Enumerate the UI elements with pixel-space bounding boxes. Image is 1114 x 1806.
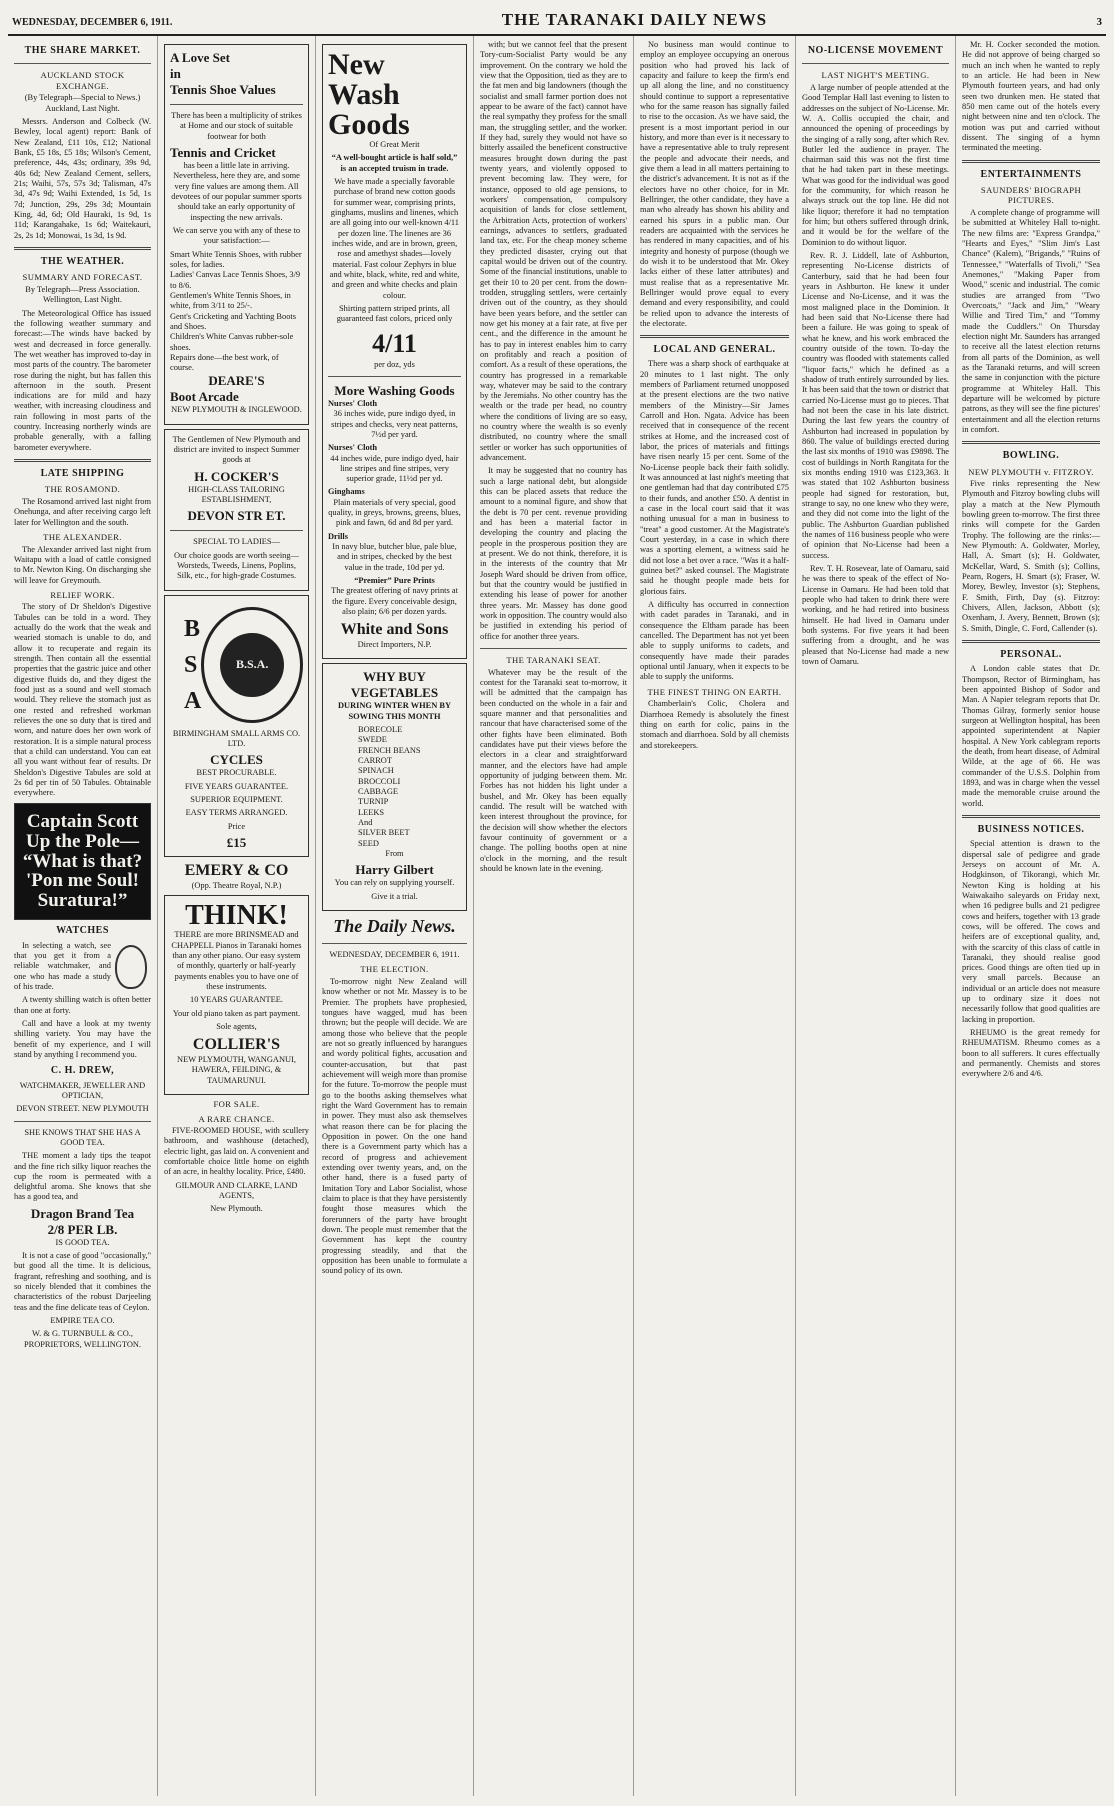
scott-line: Suratura!” bbox=[37, 890, 128, 912]
divider bbox=[170, 530, 303, 531]
columns bbox=[8, 36, 1106, 1796]
bsa-line: SUPERIOR EQUIPMENT. bbox=[190, 795, 283, 804]
finest-title: THE FINEST THING ON EARTH. bbox=[647, 686, 782, 697]
white-and-sons: White and Sons bbox=[340, 621, 449, 639]
wash-text-2: Shirting pattern striped prints, all guaranteed fast colors, priced only bbox=[336, 303, 453, 324]
share-exchange-sub: AUCKLAND STOCK EXCHANGE. bbox=[40, 70, 125, 91]
bsa-letters bbox=[170, 611, 201, 719]
list-item: CARROT bbox=[358, 756, 392, 766]
more-washing-title: More Washing Goods bbox=[334, 382, 455, 398]
veg-try: Give it a trial. bbox=[371, 891, 418, 901]
divider bbox=[962, 441, 1100, 444]
wash-head-line: Wash bbox=[328, 78, 400, 111]
no-license-text-3: Rev. T. H. Rosevear, late of Oamaru, said he was there to speak of the effect of No-License in Oamaru. He had been told that people who had taken to drink there were working, and he had retired into business himself. He had lived in Oamaru under both systems. For five years it had been suffering from a drought, and he was pleased that No-License had made a new town of Oamaru. bbox=[802, 563, 949, 666]
bsa-logo-icon bbox=[201, 607, 303, 723]
drew-title: WATCHMAKER, JEWELLER AND OPTICIAN, bbox=[19, 1080, 146, 1100]
entertainments-text: A complete change of programme will be submitted at Whiteley Hall to-night. The new films are: "Express Grandpa," "Hearts and Eyes," "Slim Jim's Last Chance" (Kalem), "Brigands," "Ruins of Tennessee," "Waterfalls of Tivoli," "Sea Anemones," "Making Paper from Wood," scenic and industrial. The comic studies are arranged from "Two Overcoats," "Jack and Jim," "Weary Willie and Tired Tim," and "Tommy made the Cuddlers." On Thursday election night Mr. Saunders has arranged to receive all the latest election returns from all parts of the Dominion, as well as the Taranaki returns, and will screen the same in conjunction with the picture programme at Whiteley Hall. This departure will be welcomed by picture patrons, as they will see the fine pictures' entertainment and all the election returns in comfort. bbox=[962, 208, 1100, 434]
bsa-letter: A bbox=[184, 687, 202, 714]
tea-brand: Dragon Brand Tea bbox=[30, 1205, 135, 1221]
business-notices-title: BUSINESS NOTICES. bbox=[977, 823, 1085, 835]
sale-text: FIVE-ROOMED HOUSE, with scullery bathroom, and washhouse (detached), electric light, gas laid on. A convenient and comfortable choice little home on eighth of an acre, in healthy locality. Price, £480. bbox=[164, 1126, 309, 1177]
weather-sub: SUMMARY AND FORECAST. bbox=[22, 272, 143, 283]
local-text: There was a sharp shock of earthquake at 20 minutes to 1 last night. The only members of Parliament returned unopposed at the present elections are the two native members of the Ministry—Sir James Carroll and Hon. Ngata. Advice has been received that in consequence of the recent strikes at Home, and the increased cost of labor, the prices of materials and fittings have risen nearly 15 per cent. Some of the No-License people back their faith solidly. It was announced at last night's meeting that one gentleman had that day contributed £75 to their funds, and another £50. A dentist in a case in the local court said that it was nothing unusual for a man in business to "treat" a good customer. At the Magistrate's Court yesterday, in a case in which there was a sporting element, a witness said he did not lose a bet over a race. "Was it a half-guinea bet?" asked counsel. The Magistrate said he thought people made bets for glorious fairs. bbox=[640, 359, 789, 596]
veg-sub: DURING WINTER WHEN BY SOWING THIS MONTH bbox=[337, 701, 451, 721]
ginghams-text: Plain materials of very special, good quality, in greys, browns, greens, blues, pink and fawn, 6d and 8d per yard. bbox=[328, 497, 461, 528]
sale-sub: A RARE CHANCE. bbox=[198, 1113, 275, 1124]
bsa-advert bbox=[164, 595, 309, 857]
bsa-line: EASY TERMS ARRANGED. bbox=[185, 808, 288, 818]
list-item: Children's White Canvas rubber-sole shoes. bbox=[170, 332, 294, 352]
list-item: Smart White Tennis Shoes, with rubber soles, for ladies. bbox=[170, 249, 302, 269]
nurses-cloth-1-text: 36 inches wide, pure indigo dyed, in stripes and checks, very neat patterns, 7½d per yard. bbox=[331, 409, 458, 439]
tea-intro-2: THE moment a lady tips the teapot and the fine rich silky liquor reaches the cup the room is permeated with a delightful aroma. She knows that she has a good tea, and bbox=[14, 1151, 151, 1202]
entertainments-sub: SAUNDERS' BIOGRAPH PICTURES. bbox=[980, 184, 1082, 206]
no-license-text-2: Rev. R. J. Liddell, late of Ashburton, representing No-License districts of Canterbury, said that he had been four years in Ashburton. He knew it under License and No-License, and it was the most maligned place in the Dominion. It had been said that No-License there had been a failure. He was going to speak of what he knew, and his work embraced the country outside of the town. To-day the country was flooded with statements called "liquor facts," which he defined as a shadow of truth entirely surrounded by lies. It has been said that the town or district that carried No-License must go to pieces. That had not been the case in his late district. During the last few years the country of Ashburton had increased in population by 860. The value of buildings erected during the last six months of 1910 was £9898. The cost of buildings in North Rangitata for the six months ending 1910 was £123,363. It was stated that 102 Ashburton business people had signed for restoration, but, strange to say, no one knew who they were, and they did not come into the light of the public. The Ashburton Guardian published the names of 116 business people who were of opinion that No-License had been a success. bbox=[802, 251, 949, 560]
local-general-title: LOCAL AND GENERAL. bbox=[653, 344, 776, 356]
ad-tennis-cricket: Tennis and Cricket bbox=[170, 144, 276, 160]
paper-date: WEDNESDAY, DECEMBER 6, 1911. bbox=[329, 950, 460, 960]
relief-text: The story of Dr Sheldon's Digestive Tabules can be told in a word. They actually do the work that the weak and wearied stomach is unable to do, and allow it to recuperate and regain its strength. Then contain all the essential properties that the gastric juice and other digestive fluids do, and they digest the food just as a sound and well stomach would. They relieve the stomach just as one rested and refreshed workman relieves the one so duty that is tired and worn, and nature does her own work of restoration. It is a simple natural process that a child can understand. You can eat all you want without fear of results. Dr Sheldon's Digestive Tabules are sold at 2s 6d per tin of 50 Tabules. Obtainable everywhere. bbox=[14, 602, 151, 798]
divider bbox=[14, 1121, 151, 1122]
column-5 bbox=[634, 36, 796, 1796]
think-old-piano: Your old piano taken as part payment. bbox=[172, 1008, 301, 1018]
white-and-sons-sub: Direct Importers, N.P. bbox=[357, 640, 432, 650]
bsa-letter: B bbox=[184, 615, 201, 642]
divider bbox=[962, 160, 1100, 163]
watches-title: WATCHES bbox=[56, 925, 109, 937]
divider bbox=[322, 943, 467, 944]
no-license-title: NO-LICENSE MOVEMENT bbox=[807, 45, 944, 56]
list-item: SWEDE bbox=[358, 735, 387, 745]
bowling-text: Five rinks representing the New Plymouth and Fitzroy bowling clubs will play a match at the New Plymouth bowling green to-morrow. The first three rinks will compete for the Garden Trophy. The following are the rinks:—New Plymouth: A. Goldwater, Morley, Hall, A. Smart (s); H. Goldwater, McKellar, Ward, S. Smith (s); Collins, Pearn, Rogers, H. Smart (s); Fraser, W. Morey, Bewley, Investor (s); Stephens, F. Smith, Firth, Day (s). Fitzroy: Chivers, Allen, Jackson, Abbott (s); Oxenham, J. Avery, Bennett, Brown (s); S. Smith, Dingle, C. Ford, Callender (s). bbox=[962, 479, 1100, 633]
scott-advert bbox=[14, 803, 151, 921]
emery-name: EMERY & CO bbox=[184, 861, 289, 879]
sale-agent-2: New Plymouth. bbox=[210, 1204, 263, 1214]
premier-text: The greatest offering of navy prints at the figure. Every conceivable design, also plain; 6/6 per dozen yards. bbox=[331, 586, 458, 617]
think-text: THERE are more BRINSMEAD and CHAPPELL Pianos in Taranaki homes than any other piano. Our easy system of monthly, quarterly or half-yearly payments enables you to have one of these instruments. bbox=[171, 930, 302, 991]
shipping-title: LATE SHIPPING bbox=[40, 468, 125, 480]
wash-quote: “A well-bought article is half sold,” is an accepted truism in trade. bbox=[331, 153, 458, 173]
list-item: FRENCH BEANS bbox=[358, 745, 421, 755]
veg-from: From bbox=[385, 848, 404, 858]
ship1-text: The Rosamond arrived last night from Onehunga, and after receiving cargo left later for Wellington and the south. bbox=[14, 496, 151, 527]
ship2-text: The Alexander arrived last night from Waitapu with a load of cattle consigned to Mr. Newton King. On discharging she will leave for Greymouth. bbox=[14, 544, 151, 585]
cocker-sub: HIGH-CLASS TAILORING ESTABLISHMENT, bbox=[188, 484, 285, 505]
no-license-sub: LAST NIGHT'S MEETING. bbox=[821, 70, 930, 81]
election-continued: with; but we cannot feel that the present Tory-cum-Socialist Party would be any improvement. On the contrary we hold the view that the Opposition, tied as they are to the fat men and big landowners (though the socialist and small farmer portion does not appear to be aware of the fact) cannot have the real sympathy they profess for the small man, the struggling settler, and the worker. If they had, surely they would not have so bitterly assailed the beneficent constructive measures brought down during the past twenty years, and violently opposed to prevent becoming law. They were, for instance, opposed to old age pensions, to workers' compensation, compulsory acquisition of lands for close settlement, the Arbitration Acts, protection of workers' earnings, advances to settlers, graduated land tax, etc. For the cheap money scheme they predicted disaster, crying out that capital would be driven out of the country. Some of the financial institutions, unable to get their 10 to 20 per cent. from the down-trodden, struggling settlers, were certainly driven out of the country, as they should have been years before, and the settler can now get his money at a fair rate, at five per cent., and the difference in the amount he has to pay in interest enables him to carry on profitably and reach a position of comfort. As a result of these operations, the country has progressed in a remarkable way, whatever may be said to the contrary by the Jeremiahs. No other country has the wealth or the trade per head, no country where the conditions of living are so easy, no country where the wealth is so evenly distributed, no country where the small settler or worker has such opportunities of advancement. bbox=[480, 40, 627, 463]
tea-proprietor: EMPIRE TEA CO. bbox=[50, 1316, 115, 1326]
election-title: THE ELECTION. bbox=[360, 964, 429, 975]
page-number: 3 bbox=[1096, 16, 1102, 28]
weather-text: The Meteorological Office has issued the following weather summary and forecast:—The winds have backed by west and decreased in force generally. The wet weather has improved to-day in most parts of the country. The barometer rose during the night, but has fallen this afternoon in the south. Present indications are for mild and hazy weather, with increasing cloudiness and rain following in most parts of the country. Increasing northerly winds are probable generally, with a falling barometer everywhere. bbox=[14, 308, 151, 452]
list-item: TURNIP bbox=[358, 797, 389, 807]
scott-line: “What is that? bbox=[22, 850, 143, 872]
bowling-title: BOWLING. bbox=[1002, 450, 1060, 462]
cocker-advert bbox=[164, 429, 309, 591]
rheumo-text: RHEUMO is the great remedy for RHEUMATISM. Rheumo comes as a boon to all sufferers. It cures effectually and permanently. Chemists and stores everywhere 2/6 and 4/6. bbox=[962, 1028, 1100, 1079]
list-item: CABBAGE bbox=[358, 787, 399, 797]
ad-head-line: A Love Set bbox=[170, 50, 230, 65]
premier-prints: “Premier” Pure Prints bbox=[354, 576, 435, 586]
divider bbox=[170, 104, 303, 105]
masthead bbox=[8, 0, 1106, 36]
column-4 bbox=[474, 36, 634, 1796]
nurses-cloth-2: Nurses' Cloth bbox=[328, 443, 378, 453]
bsa-letter: S bbox=[184, 651, 198, 678]
drills-text: In navy blue, butcher blue, pale blue, and in stripes, checked by the best value in the trade, 10d per yd. bbox=[332, 542, 457, 572]
sale-agent: GILMOUR AND CLARKE, LAND AGENTS, bbox=[175, 1180, 298, 1201]
cocker-intro: The Gentlemen of New Plymouth and district are invited to inspect Summer goods at bbox=[172, 434, 301, 465]
tennis-advert bbox=[164, 44, 309, 425]
watches-text: In selecting a watch, see that you get it from a reliable watchmaker, and one who has made a study of his trade. bbox=[14, 940, 111, 991]
veg-list bbox=[328, 725, 461, 849]
relief-title: RELIEF WORK. bbox=[50, 589, 115, 600]
divider bbox=[480, 648, 627, 649]
piano-advert bbox=[164, 895, 309, 1095]
weather-byline: By Telegraph—Press Association. Wellington, Last Night. bbox=[25, 284, 140, 305]
ship2-name: THE ALEXANDER. bbox=[43, 531, 122, 542]
bsa-price: £15 bbox=[226, 834, 247, 850]
ginghams: Ginghams bbox=[328, 487, 365, 497]
bsa-line: FIVE YEARS GUARANTEE. bbox=[184, 781, 289, 791]
tea-good: IS GOOD TEA. bbox=[55, 1237, 110, 1247]
masthead-title: THE TARANAKI DAILY NEWS bbox=[501, 10, 768, 29]
divider bbox=[802, 63, 949, 64]
bsa-price-label: Price bbox=[227, 821, 246, 831]
divider bbox=[640, 335, 789, 338]
ad-text: There has been a multiplicity of strikes at Home and our stock of suitable footwear for both bbox=[171, 110, 302, 141]
divider bbox=[14, 459, 151, 462]
nurses-cloth-1: Nurses' Cloth bbox=[328, 398, 378, 408]
paper-name: The Daily News. bbox=[333, 915, 456, 936]
scott-line: Captain Scott bbox=[26, 810, 139, 832]
watches-text-3: Call and have a look at my twenty shilling variety. You may have the benefit of my experience, and I will stand by anything I recommend you. bbox=[14, 1018, 151, 1059]
ad-head-line: Tennis Shoe Values bbox=[170, 81, 276, 97]
nurses-cloth-2-text: 44 inches wide, pure indigo dyed, hair line stripes and fine stripes, very superior grade, 11½d per yd. bbox=[330, 453, 459, 484]
veg-seller: Harry Gilbert bbox=[355, 862, 434, 878]
wash-head-line: Goods bbox=[328, 108, 410, 141]
list-item: LEEKS bbox=[358, 807, 385, 817]
drills: Drills bbox=[328, 531, 349, 541]
list-item: Repairs done—the best work, of course. bbox=[170, 352, 279, 373]
entertainments-title: ENTERTAINMENTS bbox=[980, 168, 1082, 180]
divider bbox=[14, 63, 151, 64]
column-6 bbox=[796, 36, 956, 1796]
election-continued-2: It may be suggested that no country has such a large national debt, but alongside this can be placed assets that reduce the amount to a nominal figure, and show that the debt is 70 per cent. revenue providing and has been a material factor in developing the country and placing the people in the prosperous position they are at present. We do not think, therefore, it is in the interests of the country that Mr Joseph Ward should be driven from office, but that the country would be justified in extending his lease of power for another three years. Mr. Massey has done good work in opposition. The country would also be justified in extending his period of office for another three years. bbox=[480, 466, 627, 641]
list-item: And bbox=[358, 818, 373, 827]
ad-head-line: in bbox=[170, 65, 181, 81]
list-item: SEED bbox=[358, 838, 379, 848]
vegetables-advert bbox=[322, 663, 467, 911]
share-market-title: THE SHARE MARKET. bbox=[24, 45, 141, 56]
bowling-sub: NEW PLYMOUTH v. FITZROY. bbox=[968, 466, 1094, 477]
list-item: Gent's Cricketing and Yachting Boots and Shoes. bbox=[170, 311, 296, 331]
local-text-2: A difficulty has occurred in connection with cadet parades in Taranaki, and in consequence the Eltham parade has been cancelled. The Department has not yet been able to supply uniforms to cadets, and consequently have made their parades optional until January, when it expects to be able to supply the uniforms. bbox=[640, 600, 789, 682]
divider bbox=[962, 815, 1100, 818]
veg-text: You can rely on supplying yourself. bbox=[334, 878, 455, 888]
collier-address: NEW PLYMOUTH, WANGANUI, HAWERA, FEILDING, & TAUMARUNUI. bbox=[177, 1054, 296, 1085]
bsa-badge-text: BIRMINGHAM SMALL ARMS CO. LTD. bbox=[172, 728, 301, 749]
wash-price-unit: per doz, yds bbox=[374, 359, 415, 369]
ship1-name: THE ROSAMOND. bbox=[44, 484, 121, 495]
business-notices-text: Special attention is drawn to the dispersal sale of pedigree and grade Jerseys on account of Mr. A. Hodgkinson, of Tikorangi, which Mr. Newton King is holding at his Waiwakaiho saleyards on Friday next, when 16 pedigree bulls and 21 pedigree cows and heifers, together with 13 grade cows, will be offered. The cows and heifers are of exceptional quality, and, with the scarcity of this class of cattle in Taranaki, they should realise good prices. Good things are often tied up in very small parcels. Because an individual or an article does not measure up to ordinary size it does not necessarily follow that good qualities are lacking in proportion. bbox=[962, 839, 1100, 1024]
list-item: BROCCOLI bbox=[358, 776, 401, 786]
seat-continued: No business man would continue to employ an employee occupying an onerous position who had proved his lack of capacity and failure to keep the firm's end up all along the line, and no constituency should continue to support a representative who for the same reason has signally failed to rise to the occasion. As we have said, the present is a most important period in our history, and more than ever is it necessary to have a representative able to truly represent the people and advocate their needs, and give them a lead in all matters pertaining to the district's advancement. It is not as if the electors have no other choice, for in Mr. Bellringer, the other candidate, they have a man who already has shown his ability and earned his spurs in a public man. Our readers are acquainted with the services he has rendered in many capacities, and of his integrity and honesty of purpose (though we do wish it to be understood that Mr. Okey lacks either of these latter attributes) and must realise that as a representative Mr. Bellringer would prove equal to every demand and every responsibility, and could be relied upon to advance the interests of the electorate. bbox=[640, 40, 789, 328]
collier-name: COLLIER'S bbox=[192, 1036, 281, 1054]
think-guarantee: 10 YEARS GUARANTEE. bbox=[190, 995, 283, 1005]
scott-line: 'Pon me Soul! bbox=[26, 870, 139, 892]
column-7 bbox=[956, 36, 1106, 1796]
divider bbox=[962, 640, 1100, 643]
list-item: Ladies' Canvas Lace Tennis Shoes, 3/9 to 8/6. bbox=[170, 270, 301, 290]
share-report: Messrs. Anderson and Colbeck (W. Bewley, local agent) report: Bank of New Zealand, £11 10s, £12; National Bank, £5 18s, £5 18s; Wilson's Cement, preference, 44s, 43s; ordinary, 39s 9d, 40s 6d; New Zealand Cement, sellers, 21s; Waihi, 57s, 57s 3d; Talisman, 47s 3d, 47s 9d; Waihi Extended, 1s 5d, 1s 7d; Junction, 29s, 29s 3d; Mountain King, 4d, 6d; Old Hauraki, 1s 9d, 1s 11d; Karangahake, 1s 6d; Waitekauri, 2s, 2s 1d; Monowai, 1s 3d, 1s 9d. bbox=[14, 117, 151, 240]
seat-title: THE TARANAKI SEAT. bbox=[506, 655, 601, 666]
shoe-list bbox=[170, 250, 303, 374]
drew-address: DEVON STREET. NEW PLYMOUTH bbox=[16, 1104, 149, 1114]
think-heading: THINK! bbox=[185, 899, 288, 931]
veg-title: WHY BUY VEGETABLES bbox=[350, 669, 439, 701]
personal-text: A London cable states that Dr. Thompson, Rector of Birmingham, has been appointed Bishop of Sodor and Man. A Napier telegram reports that Dr. Thomas Gilray, formerly senior house surgeon at Wellington hospital, has been appointed superintendent at Napier hospital. A New York cablegram reports the death, from heart disease, of Admiral Wilde, at the age of 66. He was commander of the U.S.S. Dolphin from 1893, and was in charge when the vessel made the memorable cruise around the world. bbox=[962, 664, 1100, 808]
wash-head-line: New bbox=[328, 48, 385, 81]
pocket-watch-icon bbox=[115, 945, 147, 989]
ladies-text: Our choice goods are worth seeing—Worsteds, Tweeds, Linens, Poplins, Silk, etc., for high-grade Costumes. bbox=[174, 550, 299, 581]
no-license-continued: Mr. H. Cocker seconded the motion. He did not approve of being charged so much an inch when he wanted to reply to an article. He had been in New Plymouth fourteen years, and had only seen two drunken men. He stated that 850 men came out of the hotels every night between nine and ten o'clock. The motion was put and carried without dissent. The singing of a hymn terminated the meeting. bbox=[962, 40, 1100, 153]
personal-title: PERSONAL. bbox=[1000, 649, 1062, 661]
finest-text: Chamberlain's Colic, Cholera and Diarrhoea Remedy is absolutely the finest thing on earth for colic, pains in the stomach and diarrhoea. Sold by all chemists and storekeepers. bbox=[640, 699, 789, 750]
drew-name: C. H. DREW, bbox=[50, 1065, 115, 1077]
column-1 bbox=[8, 36, 158, 1796]
tea-intro: SHE KNOWS THAT SHE HAS A GOOD TEA. bbox=[24, 1127, 141, 1147]
column-2 bbox=[158, 36, 316, 1796]
seat-text: Whatever may be the result of the contest for the Taranaki seat to-morrow, it will be admitted that the campaign has been conducted on the whole in a fair and square manner and that personalities and rancour that have characterised some of the other fights have been eliminated. Both candidates have put their views before the electors in a clear and straightforward manner, and the electors have had ample opportunity of judging between them. Mr. Forbes has not hidden his light under a bushel, and Mr. Okey has been equally candid. The result will be watched with keen interest throughout the province, for the decision will show whether the electors favour continuity of government or a change. The polling booths open at nine o'clock in the morning, and the result should be known late in the evening. bbox=[480, 667, 627, 873]
share-byline: (By Telegraph—Special to News.) Auckland, Last Night. bbox=[24, 93, 141, 113]
wash-text: We have made a specially favorable purchase of brand new cotton goods for summer wear, comprising prints, ginghams, muslins and linenes, which are all going into our well-known 4/11 per dozen line. The linenes are 36 inches wide, and are in brown, green, rose and amethyst shades—lovely material. Fast colour Zephyrs in blue and white, black, white, red and white, and green and white checks and plain colour. bbox=[329, 176, 460, 300]
wash-goods-advert bbox=[322, 44, 467, 659]
ad-text: We can serve you with any of these to your satisfaction:— bbox=[172, 225, 301, 246]
tea-proprietor-2: W. & G. TURNBULL & CO., PROPRIETORS, WELLINGTON. bbox=[23, 1329, 142, 1349]
list-item: SPINACH bbox=[358, 766, 394, 776]
deare-address: NEW PLYMOUTH & INGLEWOOD. bbox=[171, 405, 302, 415]
divider bbox=[328, 376, 461, 377]
deare-sub: Boot Arcade bbox=[170, 389, 239, 405]
list-item: SILVER BEET bbox=[358, 828, 410, 838]
wash-price: 4/11 bbox=[372, 328, 417, 358]
wash-side: Of Great Merit bbox=[369, 140, 420, 149]
emery-sub: (Opp. Theatre Royal, N.P.) bbox=[191, 880, 282, 890]
column-3 bbox=[316, 36, 474, 1796]
scott-line: Up the Pole— bbox=[26, 830, 139, 852]
sale-title: FOR SALE. bbox=[213, 1098, 260, 1109]
tea-price: 2/8 PER LB. bbox=[47, 1221, 118, 1237]
ladies-title: SPECIAL TO LADIES— bbox=[193, 537, 280, 547]
election-text: To-morrow night New Zealand will know whether or not Mr. Massey is to be Premier. The prophets have prophesied, tongues have wagged, mud has been thrown; but the people will decide. We are among those who believe that the people are not so greatly influenced by harangues and wordy political fights, accusation and counter-accusation, but that past achievement will weigh more than promise for the future. To-morrow the people must go to the booths asking themselves what right the Ward Government has to remain in power. They must also ask themselves what reason there can be for placing the Opposition in power. On the one hand there is a Government party which has a record of progress and achievement extending over twenty years, and, on the other hand, there is a fused party of Imitation Tory and Labor Socialist, whose claim to place is that they have persistently fought those measures which the forerunners of the party have brought down. The people must remember that the Government has kept the country progressing steadily, and that the opposition has been unable to formulate a sound policy of its own. bbox=[322, 976, 467, 1276]
tea-text: It is not a case of good "occasionally," but good all the time. It is delicious, fragrant, refreshing and soothing, and is so nicely blended that it combines the characteristics of the robust Darjeeling teas and the fine delicate teas of Ceylon. bbox=[14, 1251, 151, 1312]
divider bbox=[14, 247, 151, 250]
list-item: Gentlemen's White Tennis Shoes, in white, from 3/11 to 25/-. bbox=[170, 290, 291, 311]
ad-text: has been a little late in arriving. Nevertheless, here they are, and some very fine values are among them. All devotees of our popular summer sports should take an early opportunity of inspecting the new arrivals. bbox=[171, 160, 302, 222]
masthead-date: WEDNESDAY, DECEMBER 6, 1911. bbox=[12, 17, 173, 28]
think-agents: Sole agents, bbox=[216, 1021, 257, 1031]
bsa-logo-inner: B.S.A. bbox=[220, 633, 284, 697]
watches-text-2: A twenty shilling watch is often better than one at forty. bbox=[14, 995, 151, 1015]
deare-name: DEARE'S bbox=[208, 373, 265, 389]
no-license-text: A large number of people attended at the Good Templar Hall last evening to listen to addresses on the subject of No-License. Mr. W. A. Collis occupied the chair, and announced the opening of proceedings by the singing of a rally song, after which Rev. Butler led the audience in prayer. The chairman said this was not the first time that he had taken part in these meetings. What was good for the individual was good for the community, for which reason he always struck out the top line. He did not like liquor; therefore it had no temptation for him; but others suffered through drink, and it would be for the welfare of the Dominion to do without liquor. bbox=[802, 82, 949, 247]
bsa-line: BEST PROCURABLE. bbox=[196, 768, 277, 778]
cocker-name: H. COCKER'S bbox=[194, 468, 279, 484]
cocker-address: DEVON STR ET. bbox=[187, 508, 286, 524]
weather-title: THE WEATHER. bbox=[40, 256, 125, 268]
list-item: BORECOLE bbox=[358, 725, 403, 735]
bsa-cycles: CYCLES bbox=[210, 752, 263, 768]
